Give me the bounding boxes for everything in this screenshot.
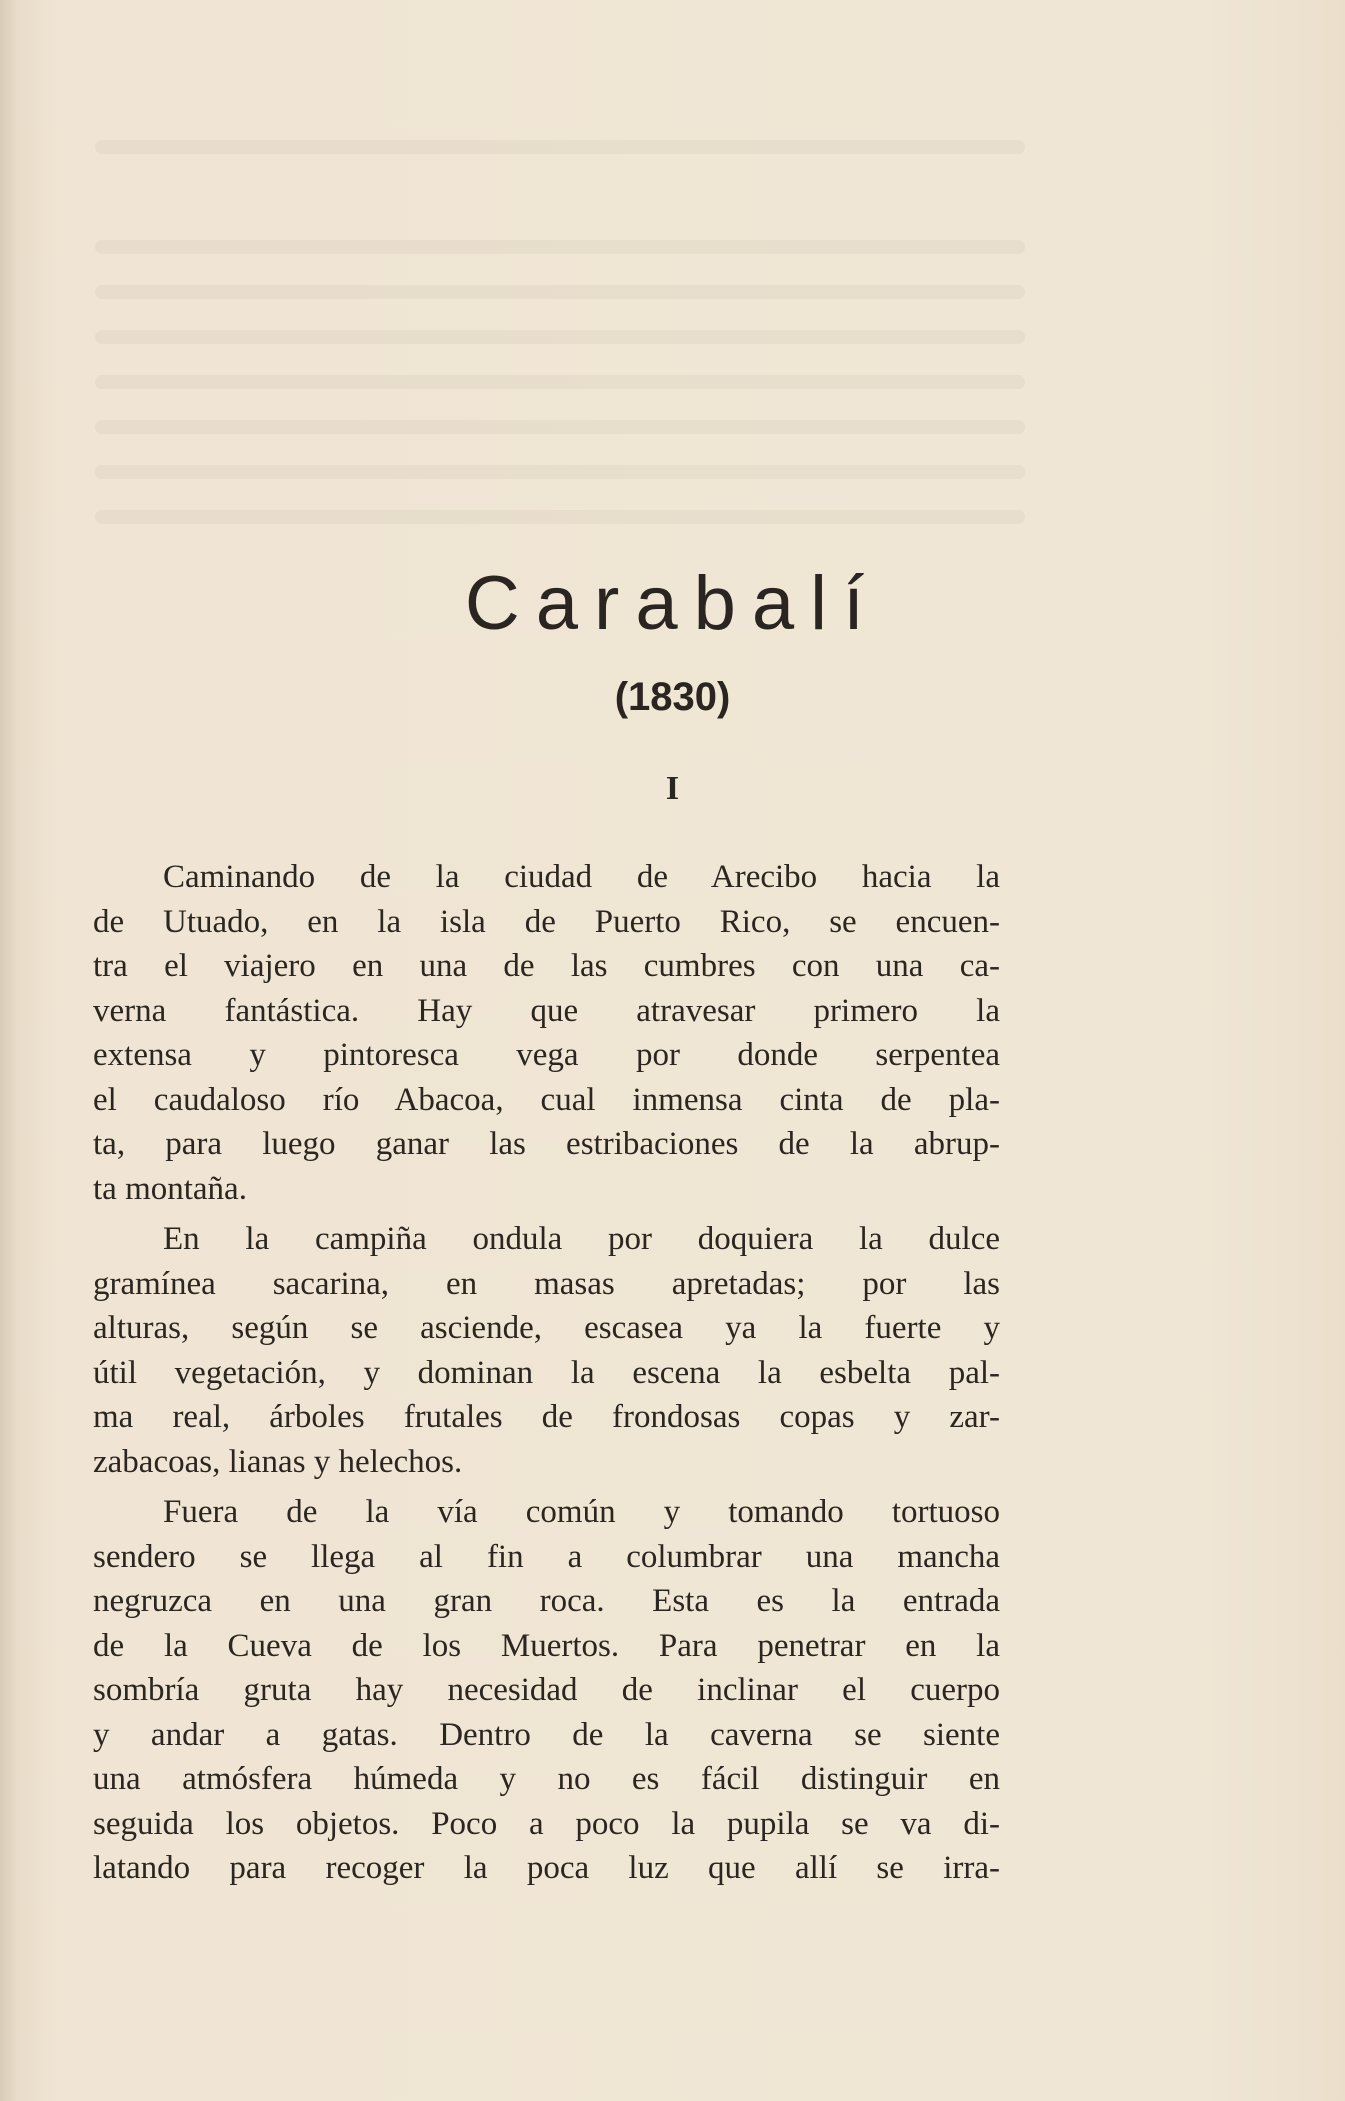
text-line: el caudaloso río Abacoa, cual inmensa cinta de pla- [93, 1081, 1000, 1118]
text-line: útil vegetación, y dominan la escena la esbelta pal- [93, 1354, 1000, 1391]
text-line: Caminando de la ciudad de Arecibo hacia la [163, 859, 1000, 895]
text-line: En la campiña ondula por doquiera la dulce [163, 1221, 1000, 1257]
text-line: alturas, según se asciende, escasea ya la fuerte y [93, 1310, 1000, 1346]
text-line: zabacoas, lianas y helechos. [93, 1443, 463, 1480]
bleed-through-line [95, 240, 1025, 254]
bleed-through-line [95, 510, 1025, 524]
text-line: negruzca en una gran roca. Esta es la entrada [93, 1583, 1000, 1619]
text-line: verna fantástica. Hay que atravesar primero la [93, 992, 1000, 1029]
text-line: gramínea sacarina, en masas apretadas; por las [93, 1265, 1000, 1302]
text-line: Fuera de la vía común y tomando tortuoso [163, 1494, 1000, 1530]
text-line: seguida los objetos. Poco a poco la pupila se va di- [93, 1805, 1000, 1842]
text-line: sombría gruta hay necesidad de inclinar el cuerpo [93, 1672, 1000, 1708]
bleed-through-line [95, 375, 1025, 389]
text-line: ma real, árboles frutales de frondosas copas y zar- [93, 1399, 1000, 1435]
text-line: sendero se llega al fin a columbrar una mancha [93, 1538, 1000, 1575]
text-line: extensa y pintoresca vega por donde serpentea [93, 1037, 1000, 1073]
story-title: Carabalí [464, 561, 881, 646]
text-line: ta, para luego ganar las estribaciones de la abrup- [93, 1126, 1000, 1162]
bleed-through-line [95, 465, 1025, 479]
bleed-through-line [95, 330, 1025, 344]
text-line: una atmósfera húmeda y no es fácil distinguir en [93, 1761, 1000, 1797]
bleed-through-line [95, 285, 1025, 299]
text-line: de Utuado, en la isla de Puerto Rico, se encuen- [93, 903, 1000, 940]
text-line: y andar a gatas. Dentro de la caverna se siente [93, 1716, 1000, 1753]
text-line: tra el viajero en una de las cumbres con una ca- [93, 948, 1000, 984]
chapter-number: I [665, 770, 680, 807]
text-line: latando para recoger la poca luz que allí se irra- [93, 1850, 1000, 1886]
bleed-through-line [95, 140, 1025, 154]
body-text [93, 855, 1000, 1897]
paragraph [93, 1490, 1000, 1891]
text-line: de la Cueva de los Muertos. Para penetrar en la [93, 1627, 1000, 1664]
story-year: (1830) [614, 675, 731, 719]
bleed-through-line [95, 420, 1025, 434]
text-line: ta montaña. [93, 1170, 247, 1207]
paragraph [93, 855, 1000, 1211]
paragraph [93, 1217, 1000, 1484]
